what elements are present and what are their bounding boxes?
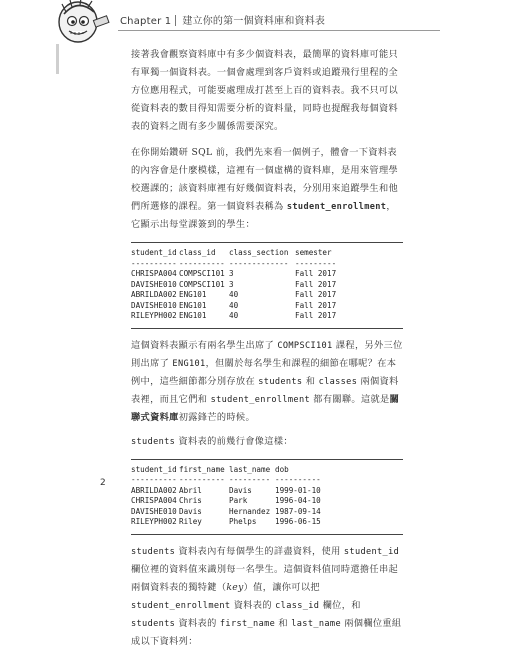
paragraph-5-text: 兩個欄位重組成以下資料列：: [131, 617, 402, 647]
paragraph-5-text: ）值，讓你可以把: [243, 581, 320, 593]
table-cell: ENG101: [179, 290, 207, 299]
table-cell: 1999-01-10: [275, 485, 321, 495]
inline-code: class_id: [275, 600, 320, 611]
table-cell: DAVISHE010: [131, 300, 177, 310]
inline-code: students: [131, 546, 176, 557]
inline-code: ENG101: [172, 358, 206, 369]
paragraph-5-text: 資料表的: [230, 599, 276, 611]
table-cell: COMPSCI101: [179, 279, 225, 289]
inline-code: student_enrollment: [131, 600, 231, 611]
table-cell: Fall 2017: [295, 279, 337, 289]
dash-cell: ---------: [229, 475, 271, 484]
table-cell: DAVISHE010: [131, 279, 177, 289]
inline-code: first_name: [219, 618, 276, 629]
paragraph-5-text: 資料表的: [175, 617, 220, 629]
dash-cell: ----------: [275, 475, 321, 484]
inline-code: last_name: [291, 618, 341, 629]
inline-code: students: [131, 436, 176, 447]
running-header: [120, 12, 325, 27]
inline-code: student_enrollment: [286, 202, 387, 212]
table-row: [131, 311, 403, 322]
table-header-cell: first_name: [179, 464, 225, 474]
table-cell: ENG101: [179, 311, 207, 320]
table-cell: 1996-06-15: [275, 517, 321, 526]
table-header-cell: last_name: [229, 464, 271, 474]
paragraph-4: [131, 433, 403, 451]
table-row: [131, 486, 403, 497]
paragraph-3-text: 兩個資料表裡，而且它們和: [131, 375, 399, 405]
table-cell: 1996-04-10: [275, 496, 321, 505]
student-enrollment-table: [131, 242, 403, 329]
table-cell: CHRISPA004: [131, 269, 177, 278]
table-cell: COMPSCI101: [179, 269, 225, 278]
paragraph-5-text: 欄位，和: [319, 599, 361, 611]
page-body: [131, 46, 403, 651]
table-cell: Abril: [179, 485, 202, 495]
paragraph-3-text: 都有關聯。這就是: [310, 393, 390, 405]
paragraph-2-text-a: 在你開始鑽研 SQL 前，我們先來看一個例子，體會一下資料表的內容會是什麼模樣，這裡有一個虛構的資料庫，是用來管理學校選課的；該資料庫裡有好幾個資料表，分別用來追蹤學生和他們所選修的課程。第一個資料表稱為: [131, 147, 399, 212]
table-cell: Fall 2017: [295, 269, 337, 278]
mascot-icon: [56, 0, 118, 44]
table-cell: Fall 2017: [295, 311, 337, 320]
table-cell: Hernandez: [229, 506, 271, 516]
table-header-row: [131, 248, 403, 259]
paragraph-5-text: 和: [275, 617, 292, 629]
table-cell: ABRILDA002: [131, 290, 177, 299]
table-header-cell: student_id: [131, 248, 177, 257]
table-cell: Davis: [229, 485, 252, 495]
table-cell: 3: [229, 279, 234, 289]
inline-code: students: [131, 618, 176, 629]
paragraph-3-text: 課程，另外三位則出席了: [131, 339, 403, 369]
table-row: [131, 290, 403, 301]
table-cell: 3: [229, 269, 234, 278]
page-header: [0, 0, 520, 40]
table-cell: Chris: [179, 496, 202, 505]
inline-code: student_enrollment: [210, 394, 311, 405]
paragraph-2-text-b: ，它顯示出每堂課簽到的學生：: [131, 201, 396, 230]
table-row: [131, 517, 403, 528]
table-row: [131, 507, 403, 518]
paragraph-3: [131, 337, 403, 427]
chapter-title: 建立你的第一個資料庫和資料表: [182, 16, 326, 27]
table-cell: Phelps: [229, 517, 257, 526]
paragraph-4-text: 資料表的前幾行會像這樣：: [175, 435, 293, 447]
table-cell: CHRISPA004: [131, 496, 177, 505]
table-row: [131, 496, 403, 507]
bold-term: 關聯式資料庫: [131, 393, 400, 423]
paragraph-5-text: 欄位裡的資料值來識別每一名學生。這個資料值同時還擔任串起兩個資料表的獨特鍵（: [131, 563, 399, 593]
header-rule: [118, 30, 440, 31]
header-separator: [175, 15, 176, 26]
table-cell: 1987-09-14: [275, 506, 321, 516]
table-cell: Riley: [179, 517, 202, 526]
paragraph-5-text: 資料表內有每個學生的詳盡資料，使用: [175, 545, 344, 557]
dash-cell: ----------: [131, 475, 177, 484]
inline-code: classes: [318, 376, 358, 387]
italic-term: key: [226, 581, 244, 593]
table-header-cell: class_id: [179, 248, 216, 257]
table-header-cell: student_id: [131, 464, 177, 474]
inline-code: students: [258, 376, 303, 387]
table-cell: RILEYPH002: [131, 311, 177, 320]
table-header-cell: semester: [295, 248, 332, 257]
paragraph-3-text: 初露鋒芒的時候。: [178, 411, 255, 423]
paragraph-3-text: 和: [302, 375, 319, 387]
chapter-label: Chapter 1: [120, 16, 172, 27]
table-cell: 40: [229, 290, 239, 299]
table-dash-row: [131, 259, 403, 270]
table-cell: Fall 2017: [295, 290, 337, 299]
table-cell: Fall 2017: [295, 300, 337, 310]
table-cell: RILEYPH002: [131, 517, 177, 526]
table-row: [131, 280, 403, 291]
table-row: [131, 301, 403, 312]
table-cell: Davis: [179, 506, 202, 516]
table-header-row: [131, 465, 403, 476]
paragraph-2: [131, 144, 403, 234]
table-header-cell: dob: [275, 464, 289, 474]
inline-code: student_id: [343, 546, 400, 557]
students-table: [131, 459, 403, 535]
table-cell: ENG101: [179, 300, 207, 310]
margin-bar: [56, 44, 59, 74]
table-header-cell: class_section: [229, 248, 289, 257]
dash-cell: ---------: [295, 258, 337, 268]
paragraph-5: [131, 543, 403, 651]
paragraph-3-text: ，但關於每名學生和課程的細節在哪呢？在本例中，這些細節都分別存放在: [131, 357, 397, 387]
paragraph-3-text: 這個資料表顯示有兩名學生出席了: [131, 339, 278, 351]
page-number: 2: [100, 478, 106, 488]
table-row: [131, 269, 403, 280]
table-dash-row: [131, 475, 403, 486]
dash-cell: ----------: [131, 258, 177, 268]
table-cell: DAVISHE010: [131, 506, 177, 516]
table-cell: ABRILDA002: [131, 485, 177, 495]
table-cell: 40: [229, 300, 239, 310]
table-cell: 40: [229, 311, 239, 320]
inline-code: COMPSCI101: [277, 340, 333, 351]
table-cell: Park: [229, 496, 248, 505]
dash-cell: ----------: [179, 475, 225, 484]
dash-cell: -------------: [229, 258, 289, 268]
paragraph-1: 接著我會觀察資料庫中有多少個資料表，最簡單的資料庫可能只有單獨一個資料表。一個會處理到客戶資料或追蹤飛行里程的全方位應用程式，可能要處理成打甚至上百的資料表。我不只可以從資料表的數目得知需要分析的資料量，同時也提醒我每個資料表的資料之間有多少關係需要深究。: [131, 49, 399, 132]
dash-cell: ----------: [179, 258, 225, 268]
